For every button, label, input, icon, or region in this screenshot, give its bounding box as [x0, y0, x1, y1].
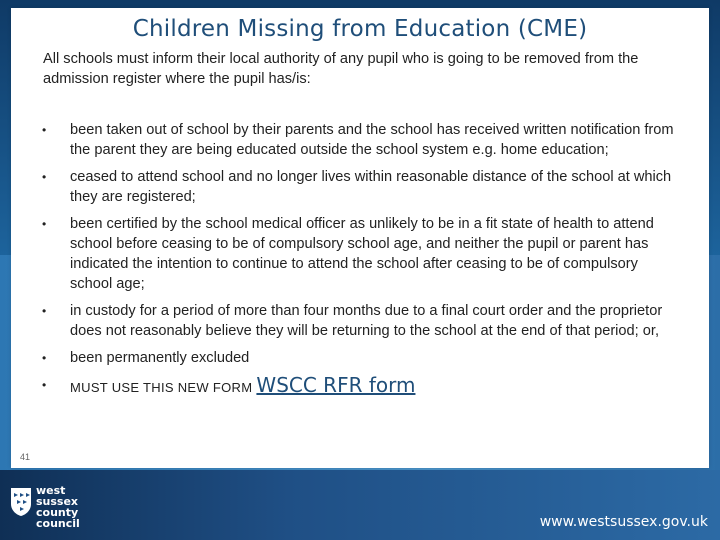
list-item — [42, 348, 682, 368]
bullet-icon: • — [42, 217, 47, 231]
wscc-rfr-form-link[interactable]: WSCC RFR form — [256, 373, 416, 397]
list-item-text: in custody for a period of more than four months due to a final court order and the proprietor does not reasonably believe they will be returning to the school at the end of that period; or, — [70, 303, 663, 339]
page-number: 41 — [20, 452, 31, 462]
footer-url[interactable]: www.westsussex.gov.uk — [539, 514, 708, 530]
bullet-icon: • — [42, 378, 47, 392]
shield-icon — [10, 487, 32, 517]
list-item — [42, 214, 682, 294]
list-item — [42, 301, 682, 341]
list-item-text: ceased to attend school and no longer lives within reasonable distance of the school at which they are registered; — [70, 169, 672, 205]
slide-title: Children Missing from Education (CME) — [132, 16, 588, 42]
list-item-text: been permanently excluded — [70, 350, 250, 366]
must-use-text: MUST USE THIS NEW FORM — [70, 380, 253, 395]
list-item — [42, 167, 682, 207]
bullet-icon: • — [42, 123, 47, 137]
logo-wordmark: west sussex county council — [36, 484, 80, 530]
list-item-text: been taken out of school by their parents and the school has received written notification from the parent they are being educated outside the school system e.g. home education; — [70, 122, 674, 158]
list-item — [42, 120, 682, 160]
wscc-logo — [10, 485, 90, 533]
bullet-icon: • — [42, 351, 47, 365]
intro-text: All schools must inform their local authority of any pupil who is going to be removed from the admission register where the pupil has/is: — [43, 51, 639, 87]
bullet-icon: • — [42, 170, 47, 184]
bullet-list — [42, 120, 682, 405]
bullet-icon: • — [42, 304, 47, 318]
list-item — [42, 375, 682, 398]
list-item-text: been certified by the school medical officer as unlikely to be in a fit state of health to attend school before ceasing to be of compulsory school age, and neither the pupil or parent has indicated the intention to continue to attend the school after ceasing to be of compulsory school age; — [70, 216, 654, 292]
